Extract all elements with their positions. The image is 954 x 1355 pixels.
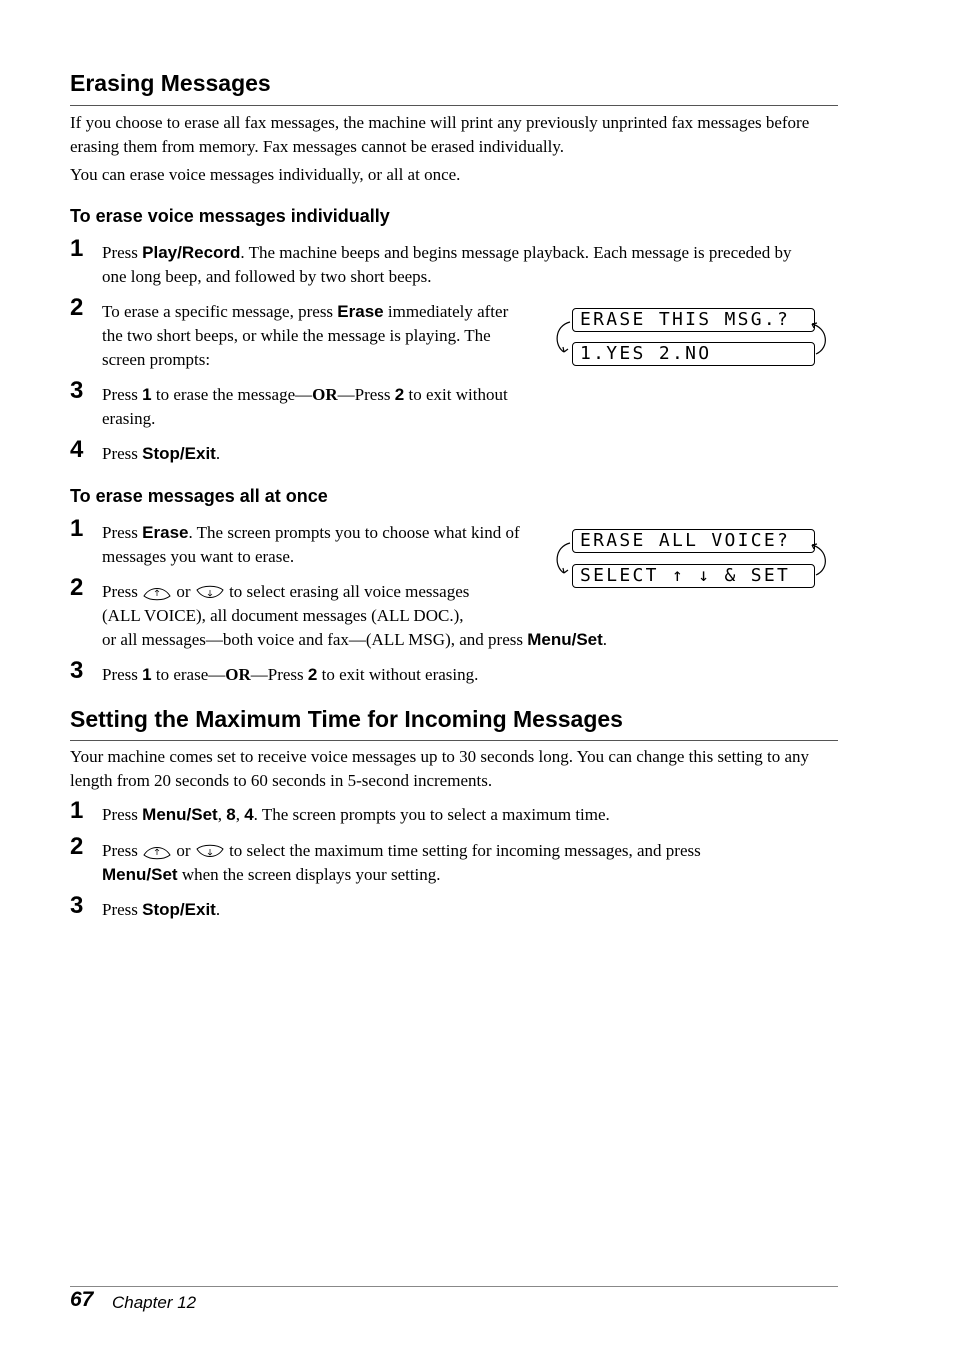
key-stop-exit: Stop/Exit <box>142 444 216 463</box>
down-arrow-key-icon <box>195 584 225 602</box>
footer-rule <box>70 1286 838 1287</box>
lcd-display-erase-this-msg <box>550 306 830 370</box>
step-number: 1 <box>70 797 84 824</box>
step-number: 2 <box>70 574 84 601</box>
chapter-label: Chapter 12 <box>112 1293 197 1312</box>
section-title-erasing-messages: Erasing Messages <box>70 70 271 96</box>
max-time-paragraph: Your machine comes set to receive voice messages up to 30 seconds long. You can change this setting to any length from 20 seconds to 60 seconds in 5-second increments. <box>70 747 810 790</box>
lcd-line-1: ERASE THIS MSG.? <box>572 308 815 332</box>
step-text: Press or to select erasing all voice messages (ALL VOICE), all document messages (ALL DOC.), or all messages—both voice and fax—(ALL MSG), and press Menu/Set. <box>102 582 608 649</box>
step-text: Press 1 to erase the message—OR—Press 2 to exit without erasing. <box>102 385 508 428</box>
section-rule <box>70 740 838 741</box>
step-number: 3 <box>70 377 84 404</box>
subsection-title-individually: To erase voice messages individually <box>70 206 390 226</box>
subsection-title-all-at-once: To erase messages all at once <box>70 486 328 506</box>
up-arrow-key-icon <box>142 584 172 602</box>
lcd-line-1: ERASE ALL VOICE? <box>572 529 815 553</box>
step-number: 4 <box>70 436 84 463</box>
down-arrow-key-icon <box>195 843 225 861</box>
lcd-line-2: 1.YES 2.NO <box>572 342 815 366</box>
step-number: 3 <box>70 657 84 684</box>
key-stop-exit: Stop/Exit <box>142 900 216 919</box>
step-text: Press Play/Record. The machine beeps and begins message playback. Each message is preceded by one long beep, and followed by two short beeps. <box>102 243 792 286</box>
key-erase: Erase <box>337 302 384 321</box>
section-rule <box>70 105 838 106</box>
intro-paragraph-2: You can erase voice messages individually, or all at once. <box>70 165 461 184</box>
lcd-line-2: SELECT ↑ ↓ & SET <box>572 564 815 588</box>
key-play-record: Play/Record <box>142 243 241 262</box>
step-text: Press or to select the maximum time setting for incoming messages, and press Menu/Set when the screen displays your setting. <box>102 841 701 884</box>
page-number: 67 <box>70 1288 94 1311</box>
step-number: 1 <box>70 235 84 262</box>
key-menu-set: Menu/Set <box>102 865 178 884</box>
lcd-display-erase-all-voice <box>550 527 830 591</box>
step-text: Press Stop/Exit. <box>102 900 221 919</box>
step-text: To erase a specific message, press Erase immediately after the two short beeps, or while the message is playing. The screen prompts: <box>102 302 509 369</box>
step-number: 1 <box>70 515 84 542</box>
step-text: Press Stop/Exit. <box>102 444 221 463</box>
step-number: 2 <box>70 833 84 860</box>
up-arrow-key-icon <box>142 843 172 861</box>
step-text: Press 1 to erase—OR—Press 2 to exit without erasing. <box>102 665 479 684</box>
step-text: Press Menu/Set, 8, 4. The screen prompts you to select a maximum time. <box>102 805 610 824</box>
section-title-maximum-time: Setting the Maximum Time for Incoming Messages <box>70 706 623 732</box>
step-number: 3 <box>70 892 84 919</box>
key-erase: Erase <box>142 523 189 542</box>
key-menu-set: Menu/Set <box>142 805 218 824</box>
intro-paragraph-1: If you choose to erase all fax messages, the machine will print any previously unprinted fax messages before erasing them from memory. Fax messages cannot be erased individually. <box>70 113 810 156</box>
step-text: Press Erase. The screen prompts you to choose what kind of messages you want to erase. <box>102 523 520 566</box>
key-menu-set: Menu/Set <box>527 630 603 649</box>
step-number: 2 <box>70 294 84 321</box>
